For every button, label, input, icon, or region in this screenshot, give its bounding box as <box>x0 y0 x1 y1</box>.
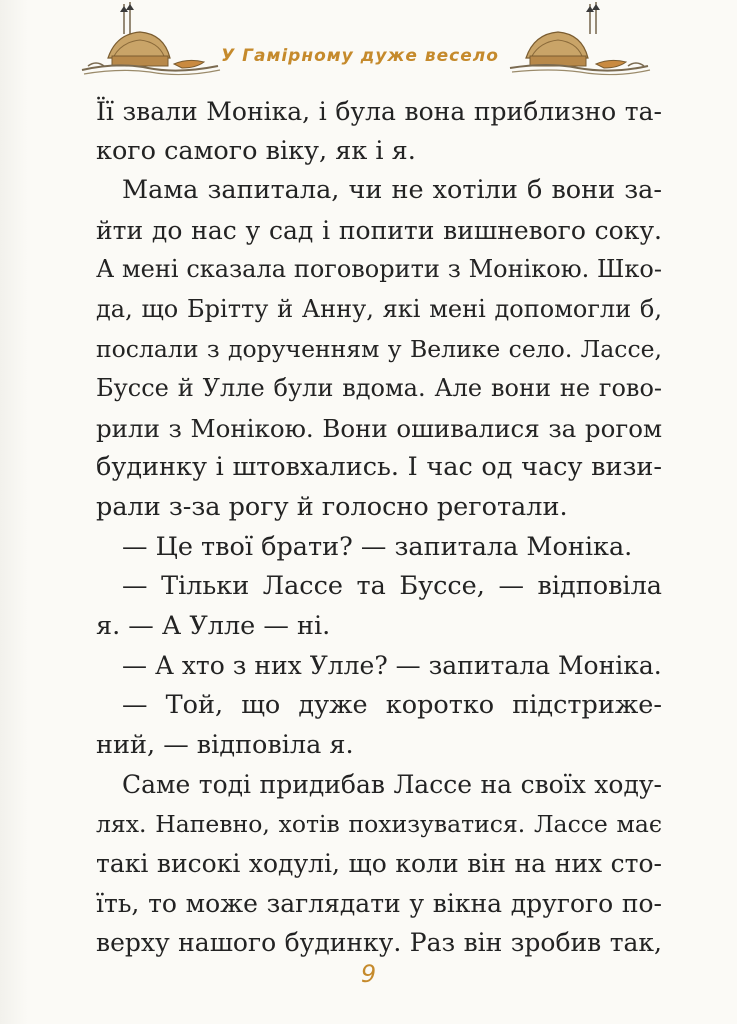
text-line: послали з дорученням у Велике село. Лассе, <box>96 334 662 363</box>
text-line: такі високі ходулі, що коли він на них сто- <box>96 849 662 879</box>
text-line: їть, то може заглядати у вікна другого по- <box>96 888 662 918</box>
house-vignette-icon <box>78 0 228 96</box>
text-line: рили з Монікою. Вони ошивалися за рогом <box>96 413 662 443</box>
text-line: А мені сказала поговорити з Монікою. Шко- <box>96 255 662 284</box>
house-vignette-icon-right <box>508 0 658 96</box>
text-line: — А хто з них Улле? — запитала Моніка. <box>122 651 662 681</box>
text-line: — Це твої брати? — запитала Моніка. <box>122 531 633 562</box>
text-line: верху нашого будинку. Раз він зробив так, <box>96 928 662 958</box>
body-text <box>96 92 662 963</box>
running-header-title: У Гамірному дуже весело <box>221 46 499 66</box>
text-line: Буссе й Улле були вдома. Але вони не гово- <box>96 374 662 403</box>
text-line: я. — А Улле — ні. <box>96 610 331 641</box>
text-line: — Тільки Лассе та Буссе, — відповіла <box>122 571 662 602</box>
text-line: Її звали Моніка, і була вона приблизно та- <box>96 97 662 126</box>
text-line: йти до нас у сад і попити вишневого соку. <box>96 215 662 245</box>
text-line: рали з-за рогу й голосно реготали. <box>96 491 568 522</box>
text-line: — Той, що дуже коротко підстриже- <box>122 689 662 720</box>
text-line: да, що Брітту й Анну, які мені допомогли б, <box>96 294 662 323</box>
text-line: Мама запитала, чи не хотіли б вони за- <box>122 175 662 206</box>
text-line: ний, — відповіла я. <box>96 729 354 760</box>
text-line: лях. Напевно, хотів похизуватися. Лассе має <box>96 809 662 838</box>
page-number: 9 <box>360 960 377 988</box>
running-header <box>0 0 737 96</box>
text-line: кого самого віку, як і я. <box>96 135 416 166</box>
text-line: будинку і штовхались. І час од часу визи- <box>96 452 662 483</box>
text-line: Саме тоді придибав Лассе на своїх ходу- <box>122 770 662 800</box>
